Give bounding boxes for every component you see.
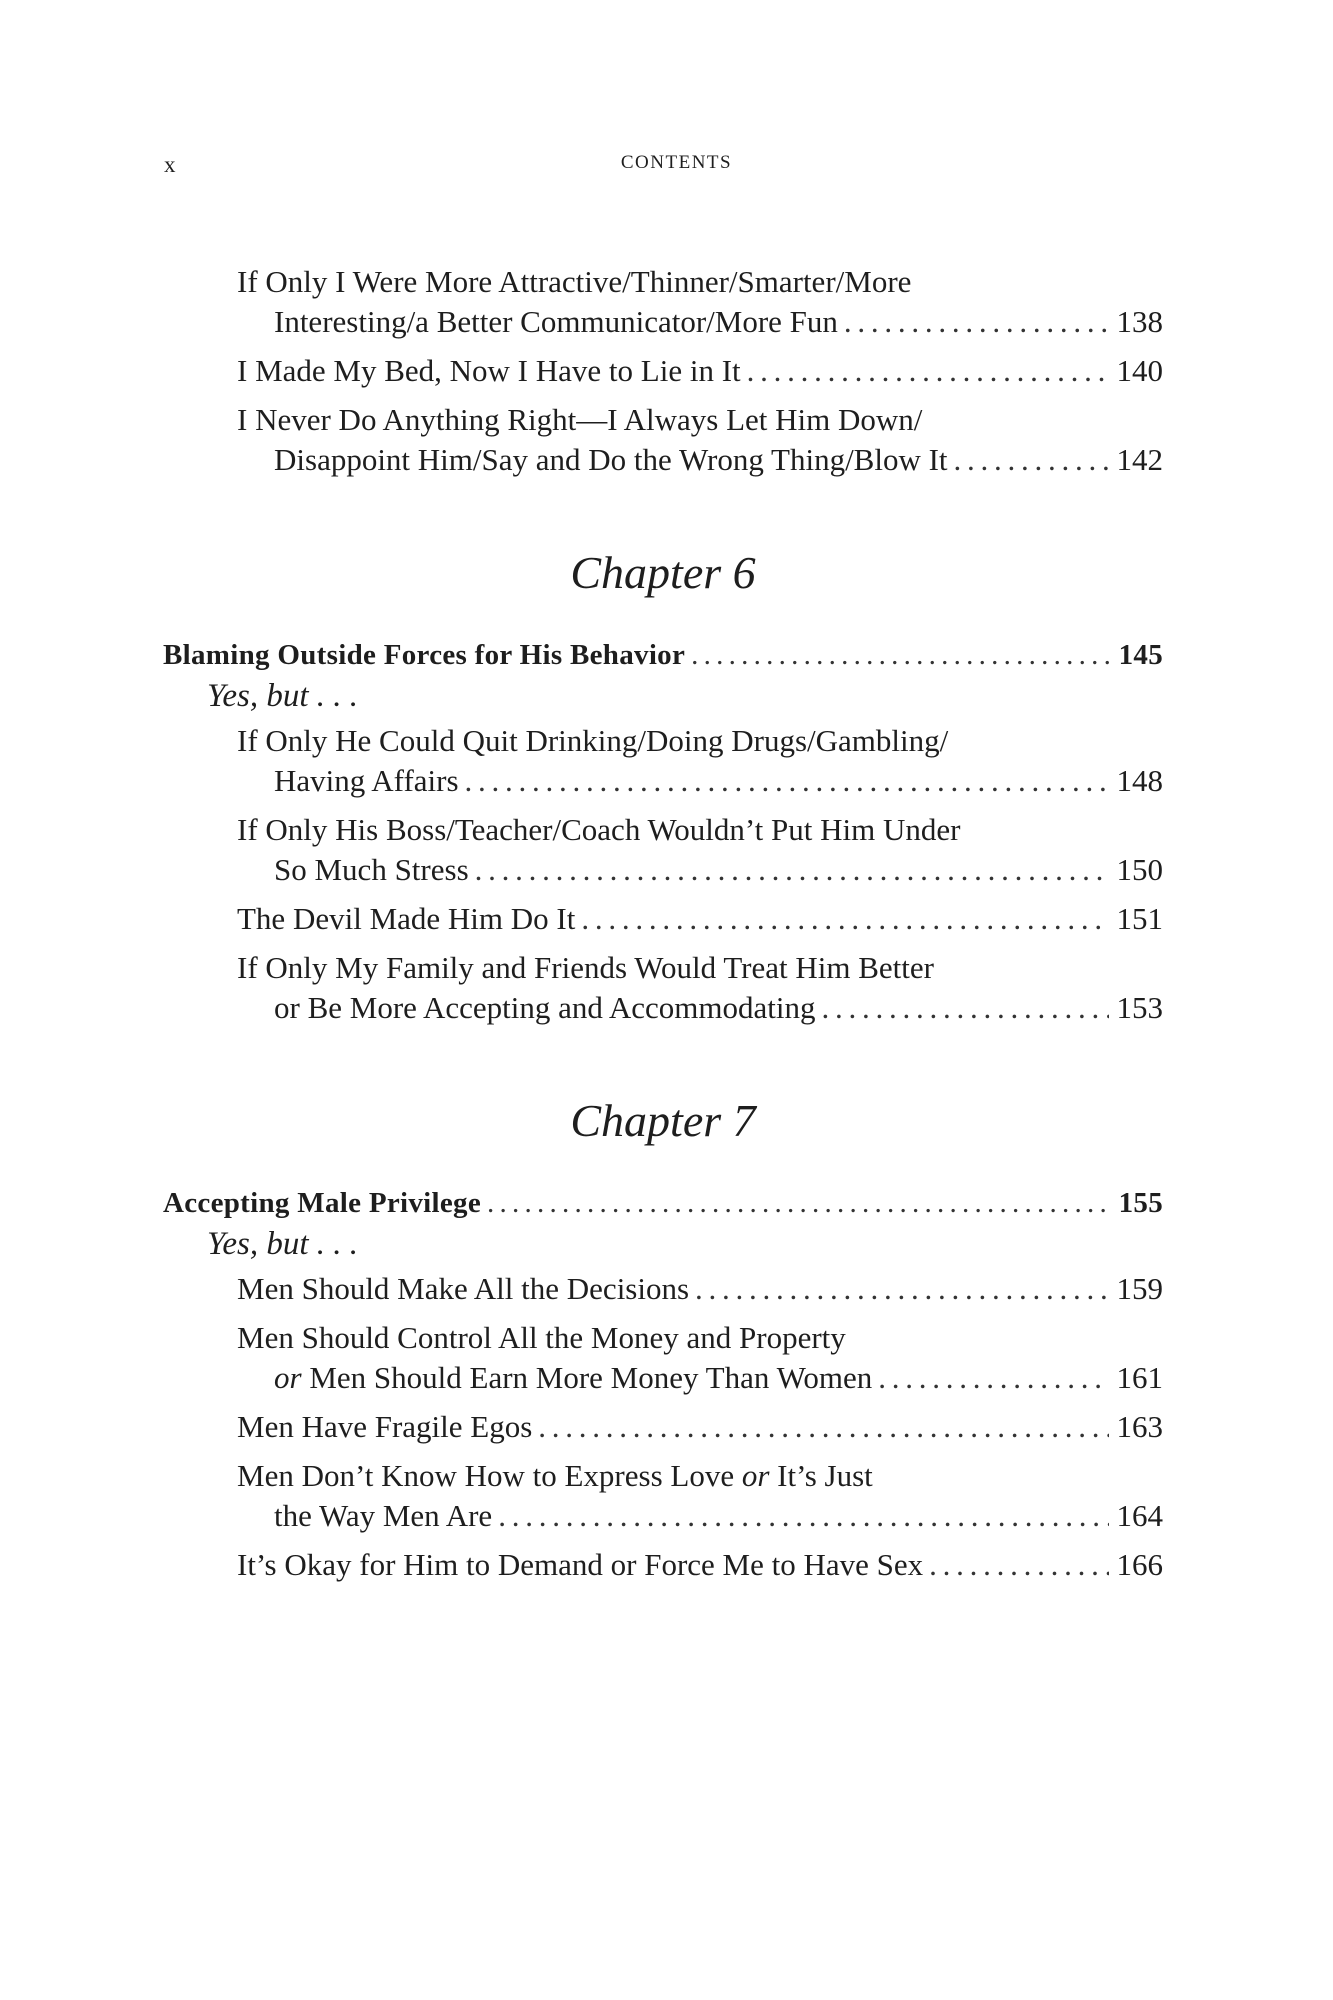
toc-entry-line xyxy=(237,1496,1163,1536)
toc-entry-line xyxy=(237,1456,1163,1496)
toc-entry-line xyxy=(237,1358,1163,1398)
toc-page-number: 140 xyxy=(1116,353,1163,388)
toc-chapter-title: Blaming Outside Forces for His Behavior xyxy=(163,639,686,671)
dot-leader xyxy=(822,988,1109,1028)
toc-entry[interactable] xyxy=(237,1269,1163,1309)
toc-entry-title-cont: Having Affairs xyxy=(274,763,459,798)
toc-entry-line xyxy=(237,810,1163,850)
toc-entry[interactable] xyxy=(237,1456,1163,1536)
toc-entry-title-cont: So Much Stress xyxy=(274,852,469,887)
toc-chapter-entry[interactable] xyxy=(163,635,1163,675)
dot-leader xyxy=(747,351,1109,391)
toc-entry-title: It’s Okay for Him to Demand or Force Me to Have Sex xyxy=(237,1547,924,1582)
toc-entry[interactable] xyxy=(237,721,1163,801)
toc-entry-title: Men Don’t Know How to Express Love xyxy=(237,1458,735,1493)
toc-entry-line xyxy=(237,1545,1163,1585)
dot-leader xyxy=(581,899,1109,939)
toc-entry-title-cont: or Be More Accepting and Accommodating xyxy=(274,990,816,1025)
toc-entry-line xyxy=(237,400,1163,440)
toc-entry[interactable] xyxy=(237,1545,1163,1585)
toc-entry-line xyxy=(237,899,1163,939)
toc-entry-title-cont: Men Should Earn More Money Than Women xyxy=(309,1360,873,1395)
toc-entry-line xyxy=(237,1269,1163,1309)
toc-entry[interactable] xyxy=(237,351,1163,391)
yes-but-subheading: Yes, but . . . xyxy=(207,1226,358,1262)
toc-entry-title-cont: the Way Men Are xyxy=(274,1498,493,1533)
page-folio: x xyxy=(164,152,176,177)
toc-entry[interactable] xyxy=(237,1407,1163,1447)
toc-entry-title: I Never Do Anything Right—I Always Let Him Down/ xyxy=(237,402,923,437)
toc-entry-title: If Only He Could Quit Drinking/Doing Drugs/Gambling/ xyxy=(237,723,949,758)
toc-page-number: 151 xyxy=(1116,901,1163,936)
toc-page-number: 148 xyxy=(1116,763,1163,798)
toc-page-number: 159 xyxy=(1116,1271,1163,1306)
toc-entry-line xyxy=(237,1318,1163,1358)
toc-entry-title: I Made My Bed, Now I Have to Lie in It xyxy=(237,353,741,388)
toc-entry-line xyxy=(237,988,1163,1028)
dot-leader xyxy=(695,1269,1109,1309)
dot-leader xyxy=(954,440,1109,480)
toc-page-number: 163 xyxy=(1116,1409,1163,1444)
toc-chapter-title: Accepting Male Privilege xyxy=(163,1187,482,1219)
toc-entry-line xyxy=(237,440,1163,480)
toc-entry[interactable] xyxy=(237,899,1163,939)
toc-entry[interactable] xyxy=(237,948,1163,1028)
running-head xyxy=(0,152,1333,182)
dot-leader xyxy=(475,850,1109,890)
dot-leader xyxy=(691,635,1109,675)
toc-entry-title: It’s Just xyxy=(777,1458,873,1493)
dot-leader xyxy=(487,1183,1109,1223)
toc-chapter-entry[interactable] xyxy=(163,1183,1163,1223)
chapter-heading: Chapter 7 xyxy=(570,1095,756,1146)
toc-page-number: 164 xyxy=(1116,1498,1163,1533)
toc-page-number: 142 xyxy=(1116,442,1163,477)
toc-entry-title: The Devil Made Him Do It xyxy=(237,901,576,936)
toc-entry-title: If Only His Boss/Teacher/Coach Wouldn’t Put Him Under xyxy=(237,812,961,847)
italic-or: or xyxy=(274,1360,302,1395)
dot-leader xyxy=(465,761,1109,801)
toc-entry[interactable] xyxy=(237,400,1163,480)
toc-entry-line xyxy=(237,351,1163,391)
toc-entry-line xyxy=(237,1407,1163,1447)
chapter-heading: Chapter 6 xyxy=(570,547,756,598)
dot-leader xyxy=(929,1545,1109,1585)
toc-page-number: 166 xyxy=(1116,1547,1163,1582)
toc-entry-line xyxy=(237,302,1163,342)
toc-entry-line xyxy=(237,850,1163,890)
toc-entry-line xyxy=(237,761,1163,801)
toc-entry-title: If Only My Family and Friends Would Treat Him Better xyxy=(237,950,934,985)
toc-entry-title: Men Should Control All the Money and Property xyxy=(237,1320,846,1355)
toc-page-number: 155 xyxy=(1118,1187,1163,1219)
toc-entry-line xyxy=(237,721,1163,761)
table-of-contents xyxy=(163,262,1163,1594)
toc-entry-title: Men Should Make All the Decisions xyxy=(237,1271,690,1306)
toc-entry[interactable] xyxy=(237,262,1163,342)
toc-entry-line xyxy=(237,262,1163,302)
toc-entry-line xyxy=(237,948,1163,988)
italic-or: or xyxy=(741,1458,770,1493)
toc-entry-line xyxy=(163,635,1163,675)
toc-entry-line xyxy=(163,1183,1163,1223)
toc-page-number: 138 xyxy=(1116,304,1163,339)
toc-entry-title: Men Have Fragile Egos xyxy=(237,1409,533,1444)
toc-page-number: 153 xyxy=(1116,990,1163,1025)
dot-leader xyxy=(878,1358,1109,1398)
running-title: CONTENTS xyxy=(620,152,733,173)
toc-entry-title-cont: Disappoint Him/Say and Do the Wrong Thing/Blow It xyxy=(274,442,948,477)
dot-leader xyxy=(538,1407,1109,1447)
yes-but-subheading: Yes, but . . . xyxy=(207,678,358,714)
toc-page-number: 150 xyxy=(1116,852,1163,887)
dot-leader xyxy=(844,302,1109,342)
toc-entry-title-cont: Interesting/a Better Communicator/More Fun xyxy=(274,304,838,339)
dot-leader xyxy=(498,1496,1109,1536)
toc-page-number: 145 xyxy=(1118,639,1163,671)
toc-entry[interactable] xyxy=(237,810,1163,890)
toc-page-number: 161 xyxy=(1116,1360,1163,1395)
toc-entry-title: If Only I Were More Attractive/Thinner/Smarter/More xyxy=(237,264,912,299)
toc-entry[interactable] xyxy=(237,1318,1163,1398)
